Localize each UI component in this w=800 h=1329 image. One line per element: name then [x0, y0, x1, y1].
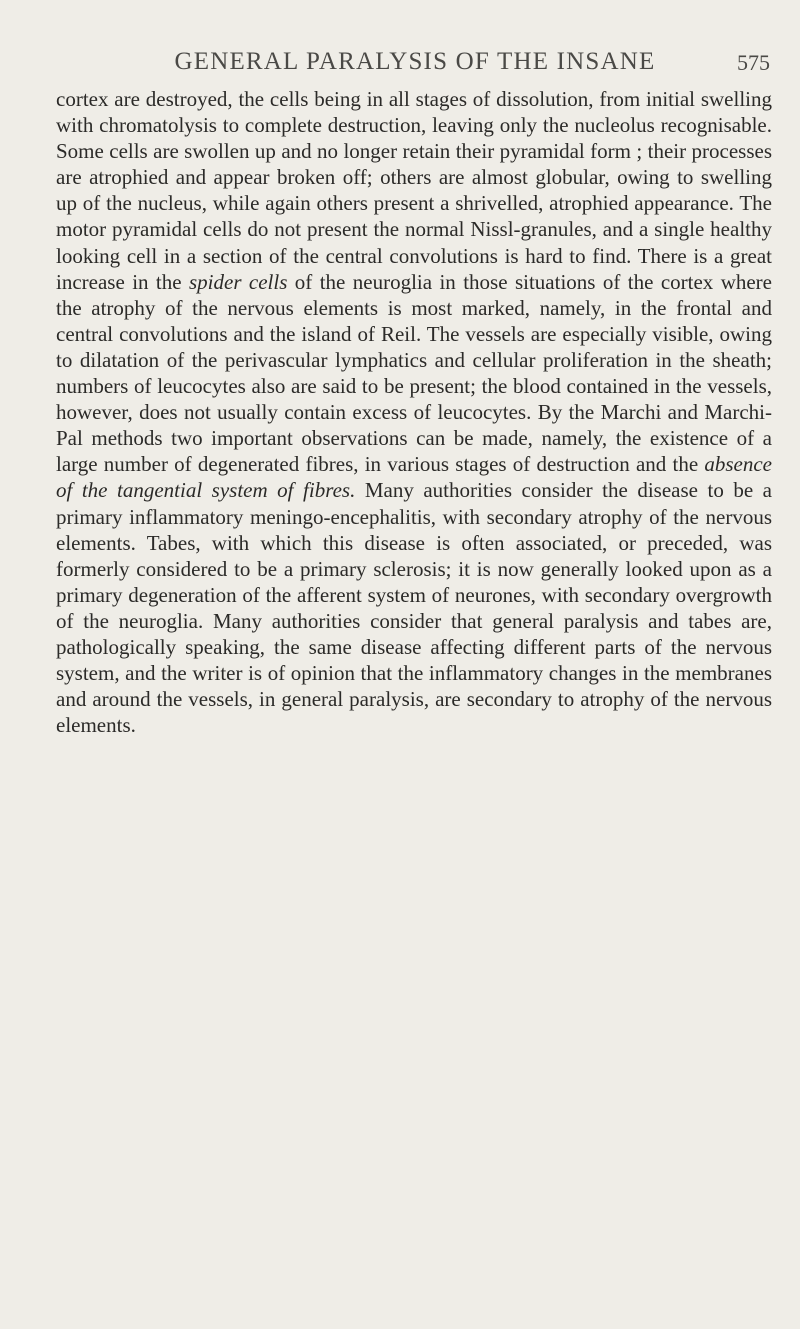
body-text-segment-3: Many authorities consider the disease to be a primary inflammatory meningo-encephalitis, with secondary atrophy of the nervous elements. Tabes, with which this disease is often associated, or preceded, was formerly considered to be a primary sclerosis; it is now generally looked upon as a primary degeneration of the afferent system of neurones, with secondary overgrowth of the neuroglia. Many authorities consider that general paralysis and tabes are, pathologically speaking, the same disease affecting different parts of the nervous system, and the writer is of opinion that the inflammatory changes in the membranes and around the vessels, in general paralysis, are secondary to atrophy of the nervous elements.: [56, 478, 772, 738]
italic-term-spider-cells: spider cells: [189, 269, 288, 294]
body-text-segment-2: of the neuroglia in those situations of the cortex where the atrophy of the nervous elements is most marked, namely, in the frontal and central convolutions and the island of Reil. The vessels are especially visible, owing to dilatation of the perivascular lymphatics and cellular proliferation in the sheath; numbers of leucocytes also are said to be present; the blood contained in the vessels, however, does not usually contain excess of leucocytes. By the Marchi and Marchi-Pal methods two important observations can be made, namely, the existence of a large number of degenerated fibres, in various stages of destruction and the: [56, 269, 772, 477]
page-header: [60, 48, 770, 88]
italic-term-tangential-system: absence of the tangential system of fibres.: [56, 452, 772, 503]
page-number: 575: [737, 50, 770, 75]
running-head: GENERAL PARALYSIS OF THE INSANE: [174, 48, 656, 75]
body-paragraph: [56, 86, 772, 738]
body-text-segment-1: cortex are destroyed, the cells being in all stages of dissolution, from initial swelling with chromatolysis to complete destruction, leaving only the nucleolus recognisable. Some cells are swollen up and no longer retain their pyramidal form ; their processes are atrophied and appear broken off; others are almost globular, owing to swelling up of the nucleus, while again others present a shrivelled, atrophied appearance. The motor pyramidal cells do not present the normal Nissl-granules, and a single healthy looking cell in a section of the central convolutions is hard to find. There is a great increase in the: [56, 87, 772, 294]
